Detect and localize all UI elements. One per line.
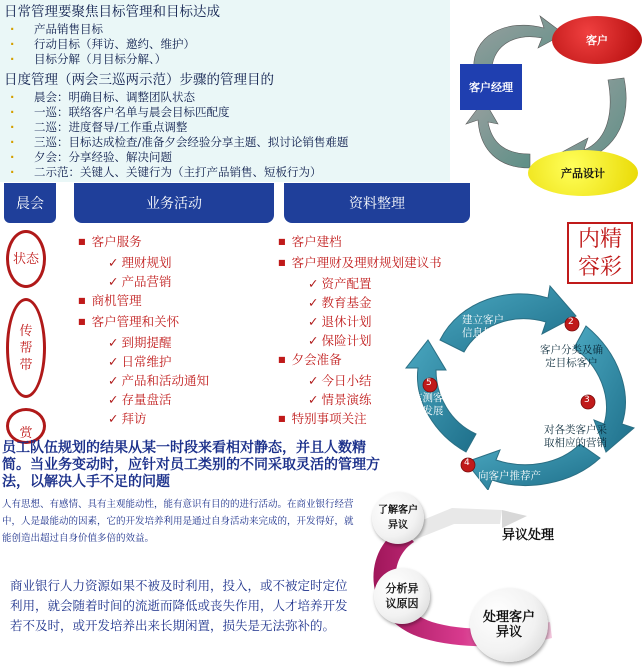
stamp-line: 内精 [577,227,622,252]
cycle-step-4: 向客户推荐产 [478,470,541,482]
understand-objection-step: 了解客户异议 [372,492,424,544]
customer-cycle-diagram [400,282,640,490]
cycle-ring-icon [400,282,640,490]
daily-step: · 夕会：分享经验、解决问题 [0,150,348,165]
daily-step: · 二示范：关键人、关键行为（主打产品销售、短板行为） [0,165,348,180]
list-item: ■ 商机管理 [78,291,209,312]
list-item: ✓ 日常维护 [78,352,209,371]
list-item: ✓ 存量盘活 [78,390,209,409]
list-item: ✓ 理财规划 [78,253,209,272]
materials-header: 资料整理 [284,183,470,223]
cycle-step-3: 对各类客户采 取相应的营销 [544,424,607,449]
list-item: ✓ 拜访 [78,409,209,428]
cycle-number: 3 [584,395,590,405]
daily-steps-list [0,90,348,180]
small-paragraph: 人有思想、有感情、具有主观能动性，能有意识有目的的进行活动。在商业银行经营中，人是最能动的因素，它的开发培养利用是通过自身活动来完成的，开发得好，就能创造出超过自身价值多倍的效益。 [2,499,354,544]
list-item: ✓ 今日小结 [278,371,468,390]
cycle-number: 2 [568,317,574,327]
customer-manager-box: 客户经理 [460,64,522,110]
reward-oval: 赏 [6,408,46,444]
cycle-number: 5 [426,378,432,388]
daily-item: · 行动目标（拜访、邀约、维护） [0,37,195,52]
cycle-step-5: 监测客 户发展 [412,392,444,417]
headline-paragraph: 员工队伍规划的结果从某一时段来看相对静态，并且人数精简。当业务变动时，应针对员工类别的不同采取灵活的管理方法，以解决人手不足的问题 [2,440,380,490]
list-item: ■ 夕会准备 [278,350,468,371]
analyze-objection-step: 分析异议原因 [374,568,430,624]
objection-title: 异议处理 [502,528,555,543]
list-item: ✓ 情景演练 [278,390,468,409]
customer-triangle-diagram [452,0,643,215]
mentoring-oval: 传帮带 [6,298,46,398]
list-item: ✓ 资产配置 [278,274,468,293]
list-item: ■ 特别事项关注 [278,409,468,430]
daily-step: · 晨会：明确目标、调整团队状态 [0,90,348,105]
content-stamp [567,222,633,284]
objection-handling-diagram [352,488,643,669]
list-item: ■ 客户建档 [278,232,468,253]
list-item: ✓ 产品营销 [78,272,209,291]
list-item: ■ 客户服务 [78,232,209,253]
morning-meeting-header: 晨会 [4,183,56,223]
cycle-step-2: 客户分类及确 定目标客户 [540,344,603,369]
stamp-line: 容彩 [577,255,622,280]
business-activity-list [78,232,209,428]
management-notes-panel [0,0,450,182]
daily-steps-title: 日度管理（两会三巡两示范）步骤的管理目的 [4,72,274,88]
handle-objection-step: 处理客户异议 [470,588,548,662]
list-item: ✓ 教育基金 [278,293,468,312]
customer-circle: 客户 [552,16,642,64]
medium-paragraph: 商业银行人力资源如果不被及时利用，投入，或不被定时定位利用，就会随着时间的流逝而降低或丧失作用，人才培养开发若不及时，或开发培养出来长期闲置，损失是无法弥补的。 [10,578,348,633]
daily-step: · 三巡：目标达成检查/准备夕会经验分享主题、拟讨论销售难题 [0,135,348,150]
daily-item: · 产品销售目标 [0,22,195,37]
list-item: ■ 客户管理和关怀 [78,312,209,333]
list-item: ■ 客户理财及理财规划建议书 [278,253,468,274]
list-item: ✓ 退休计划 [278,312,468,331]
product-design-circle: 产品设计 [528,150,638,196]
list-item: ✓ 产品和活动通知 [78,371,209,390]
daily-step: · 二巡：进度督导/工作重点调整 [0,120,348,135]
daily-item: · 目标分解（月目标分解、） [0,52,195,67]
status-oval: 状态 [6,230,46,288]
daily-step: · 一巡：联络客户名单与晨会目标匹配度 [0,105,348,120]
daily-management-title: 日常管理要聚焦目标管理和目标达成 [4,4,220,20]
business-activity-header: 业务活动 [74,183,274,223]
list-item: ✓ 保险计划 [278,331,468,350]
list-item: ✓ 到期提醒 [78,333,209,352]
cycle-number: 4 [464,458,470,468]
daily-items-list [0,22,195,67]
cycle-step-1: 建立客户 信息档案 [462,314,504,339]
